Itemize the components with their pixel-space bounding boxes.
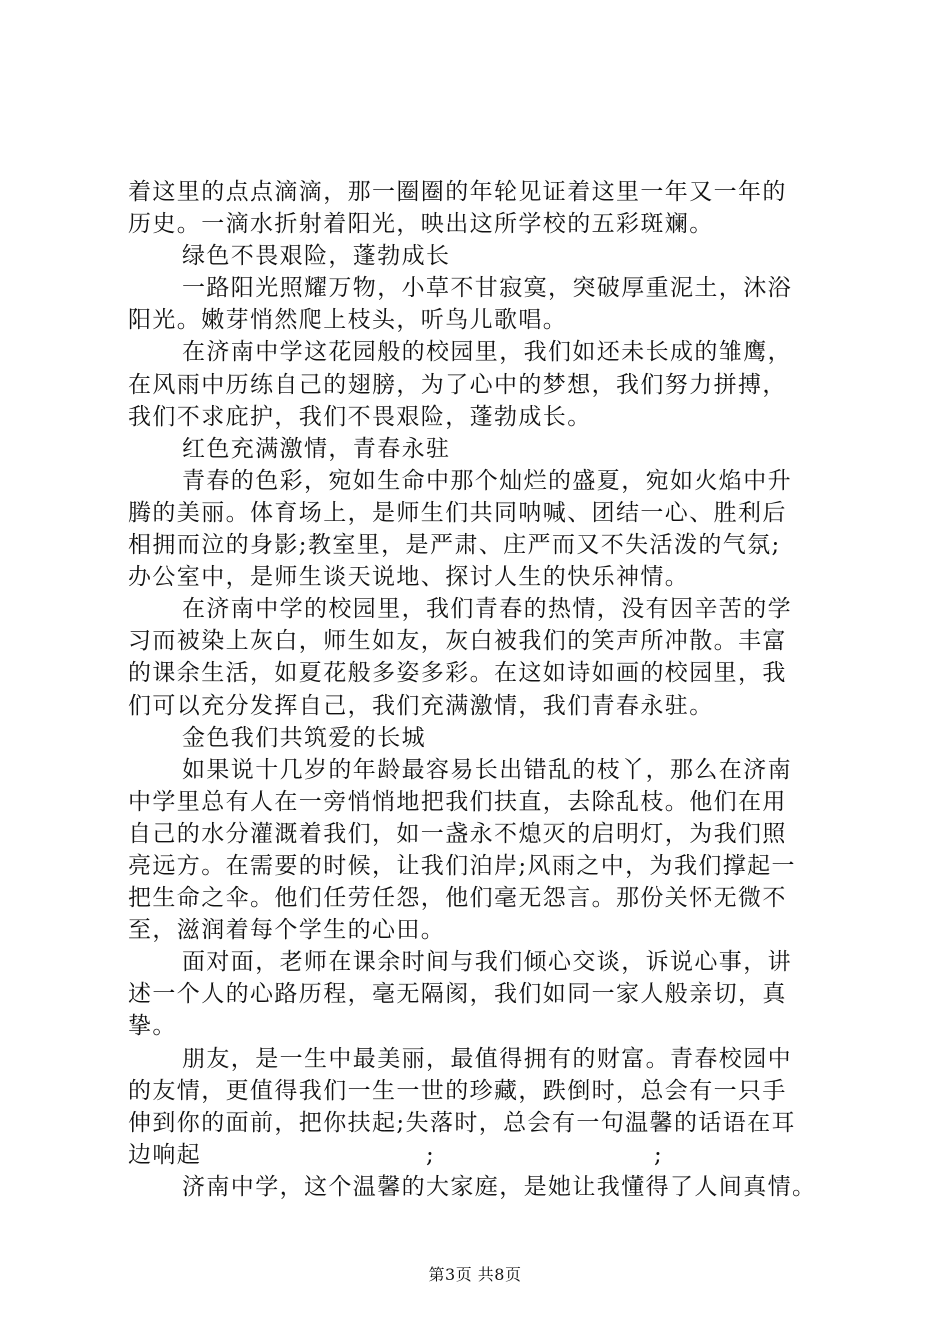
text-line: 金色我们共筑爱的长城 (182, 724, 426, 751)
semicolon-mark: ; (426, 1141, 436, 1168)
text-line: 我们不求庇护，我们不畏艰险，蓬勃成长。 (128, 403, 592, 430)
text-line: 历史。一滴水折射着阳光，映出这所学校的五彩斑斓。 (128, 211, 714, 238)
text-line: 自己的水分灌溉着我们，如一盏永不熄灭的启明灯，为我们照 (128, 820, 787, 847)
text-line: 习而被染上灰白，师生如友，灰白被我们的笑声所冲散。丰富 (128, 628, 787, 655)
text-line: 把生命之伞。他们任劳任怨，他们毫无怨言。那份关怀无微不 (128, 885, 787, 912)
text-line: 青春的色彩，宛如生命中那个灿烂的盛夏，宛如火焰中升 (182, 467, 792, 494)
page-footer: 第3页 共8页 (428, 1265, 522, 1284)
text-line: 红色充满激情，青春永驻 (182, 435, 451, 462)
text-line: 挚。 (128, 1013, 177, 1040)
closing-line: 济南中学，这个温馨的大家庭，是她让我懂得了人间真情。 (182, 1173, 817, 1200)
text-line: 着这里的点点滴滴，那一圈圈的年轮见证着这里一年又一年的 (128, 179, 787, 205)
text-line: 面对面，老师在课余时间与我们倾心交谈，诉说心事，讲 (182, 949, 792, 976)
text-line: 在济南中学这花园般的校园里，我们如还未长成的雏鹰， (182, 339, 792, 366)
text-line: 阳光。嫩芽悄然爬上枝头，听鸟儿歌唱。 (128, 307, 568, 334)
text-line: 的课余生活，如夏花般多姿多彩。在这如诗如画的校园里，我 (128, 660, 787, 687)
text-line: 一路阳光照耀万物，小草不甘寂寞，突破厚重泥土，沐浴 (182, 275, 792, 302)
text-line-with-marks (128, 1139, 848, 1171)
text-line-fragment: 边响起 (128, 1141, 202, 1168)
text-line: 的友情，更值得我们一生一世的珍藏，跌倒时，总会有一只手 (128, 1077, 787, 1104)
text-line: 至，滋润着每个学生的心田。 (128, 917, 446, 944)
text-line: 朋友，是一生中最美丽，最值得拥有的财富。青春校园中 (182, 1045, 792, 1072)
text-line: 在风雨中历练自己的翅膀，为了心中的梦想，我们努力拼搏， (128, 371, 787, 398)
text-line: 腾的美丽。体育场上，是师生们共同呐喊、团结一心、胜利后 (128, 499, 787, 526)
text-line: 述一个人的心路历程，毫无隔阂，我们如同一家人般亲切，真 (128, 981, 787, 1008)
text-line: 亮远方。在需要的时候，让我们泊岸;风雨之中，为我们撑起一 (128, 852, 796, 879)
text-line: 中学里总有人在一旁悄悄地把我们扶直，去除乱枝。他们在用 (128, 788, 787, 815)
text-line: 们可以充分发挥自己，我们充满激情，我们青春永驻。 (128, 692, 714, 719)
text-line: 办公室中，是师生谈天说地、探讨人生的快乐神情。 (128, 564, 690, 591)
text-line: 绿色不畏艰险，蓬勃成长 (182, 243, 451, 270)
text-line: 在济南中学的校园里，我们青春的热情，没有因辛苦的学 (182, 596, 792, 623)
text-line: 相拥而泣的身影;教室里，是严肃、庄严而又不失活泼的气氛; (128, 532, 781, 559)
text-line: 伸到你的面前，把你扶起;失落时，总会有一句温馨的话语在耳 (128, 1109, 796, 1136)
text-line: 如果说十几岁的年龄最容易长出错乱的枝丫，那么在济南 (182, 756, 792, 783)
semicolon-mark: ; (654, 1141, 664, 1168)
document-body (128, 176, 848, 1203)
